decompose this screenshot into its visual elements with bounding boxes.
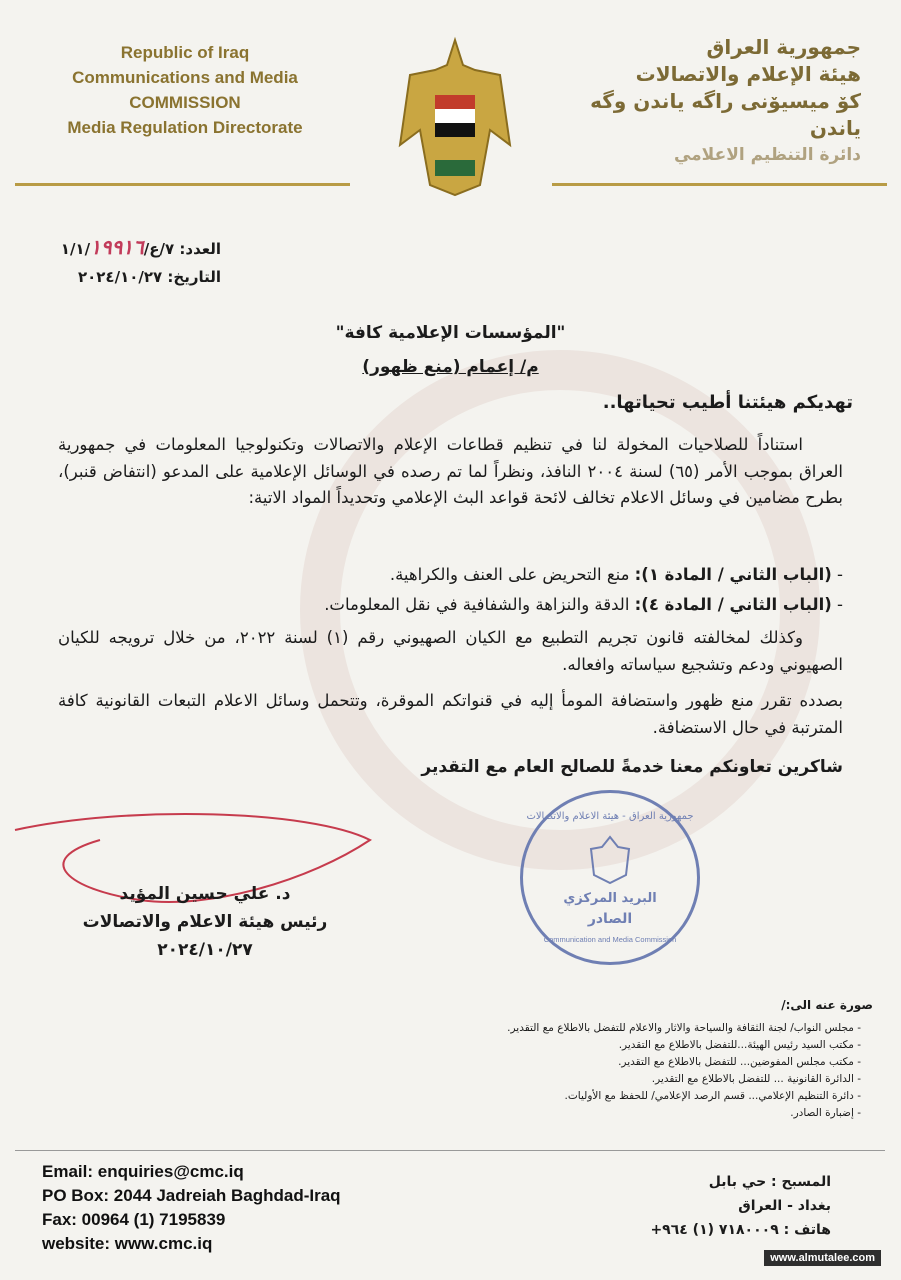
header-divider-left: [15, 183, 350, 186]
header-ar-line: كۆ ميسيۆنى راگه ياندن وگه ياندن: [590, 89, 861, 140]
article-item-ref: (الباب الثاني / المادة ٤):: [634, 595, 832, 614]
header-arabic: [561, 34, 861, 169]
stamp-english-text: Communication and Media Commission: [543, 935, 677, 944]
signatory-title: رئيس هيئة الاعلام والاتصالات: [82, 912, 328, 932]
paragraph-normalization-law: وكذلك لمخالفته قانون تجريم التطبيع مع الكيان الصهيوني رقم (١) لسنة ٢٠٢٢، من خلال ترويجه للكيان الصهيوني ودعم وتشجيع سياساته وافعاله.: [58, 628, 843, 674]
iraq-eagle-emblem-icon: [395, 35, 515, 200]
greeting: تهديكم هيئتنا أطيب تحياتها..: [602, 392, 853, 413]
article-item: - (الباب الثاني / المادة ٤): الدقة والنزاهة والشفافية في نقل المعلومات.: [324, 595, 843, 614]
cc-item: - مكتب السيد رئيس الهيئة...للتفضل بالاطلاع مع التقدير.: [618, 1039, 861, 1051]
cc-item: - مكتب مجلس المفوضين... للتفضل بالاطلاع مع التقدير.: [618, 1056, 861, 1068]
cc-item: - دائرة التنظيم الإعلامي... قسم الرصد الإعلامي/ للحفظ مع الأوليات.: [564, 1090, 861, 1102]
header-ar-line: جمهورية العراق: [706, 35, 861, 59]
header-en-line: COMMISSION: [129, 93, 241, 112]
article-item: - (الباب الثاني / المادة ١): منع التحريض على العنف والكراهية.: [389, 565, 843, 584]
footer-phone: هاتف : ٧١٨٠٠٠٩ (١) ٩٦٤+: [650, 1222, 831, 1238]
header-en-line: Communications and Media: [72, 68, 298, 87]
header-ar-line: هيئة الإعلام والاتصالات: [635, 62, 861, 86]
site-watermark-label: www.almutalee.com: [764, 1250, 881, 1266]
reference-number-label: العدد: ٧/ع/١/١/: [60, 240, 221, 258]
cc-title: صورة عنه الى:/: [781, 998, 873, 1012]
signature-date: ٢٠٢٤/١٠/٢٧: [157, 940, 253, 960]
footer-contact-english: [42, 1160, 341, 1256]
reference-number: [1, 235, 221, 259]
article-item-text: الدقة والنزاهة والشفافية في نقل المعلومات.: [324, 595, 635, 614]
stamp-top-text: جمهورية العراق - هيئة الاعلام والاتصالات: [526, 811, 694, 822]
closing-line: شاكرين تعاونكم معنا خدمةً للصالح العام مع التقدير: [421, 757, 843, 777]
reference-date-label: التاريخ:: [162, 268, 221, 286]
cc-list: [401, 1020, 861, 1122]
central-mail-stamp: [520, 790, 700, 965]
signatory-name: د. علي حسين المؤيد: [119, 884, 291, 904]
reference-number-handwritten: ١٩٩١٦: [90, 235, 144, 259]
footer-pobox: PO Box: 2044 Jadreiah Baghdad-Iraq: [42, 1186, 341, 1205]
addressee: "المؤسسات الإعلامية كافة": [335, 323, 566, 343]
footer-contact-arabic: [650, 1170, 831, 1242]
header-en-line: Media Regulation Directorate: [67, 118, 303, 137]
article-item-ref: (الباب الثاني / المادة ١):: [634, 565, 832, 584]
footer-address-line1: المسبح : حي بابل: [708, 1174, 831, 1190]
signature-block: [70, 880, 340, 964]
footer-divider: [15, 1150, 885, 1151]
footer-address-line2: بغداد - العراق: [738, 1198, 831, 1214]
footer-website: website: www.cmc.iq: [42, 1234, 213, 1253]
paragraph-decision: بصدده تقرر منع ظهور واستضافة المومأ إليه في قنواتكم الموقرة، وتتحمل وسائل الاعلام التبعات القانونية كافة المترتبة في حال الاستضافة.: [58, 691, 843, 737]
header-en-line: Republic of Iraq: [120, 43, 250, 62]
header-ar-line: دائرة التنظيم الاعلامي: [673, 145, 861, 165]
subject: م/ إعمام (منع ظهور): [362, 357, 539, 377]
footer-email: Email: enquiries@cmc.iq: [42, 1162, 244, 1181]
reference-date: [1, 268, 221, 286]
header-divider-right: [552, 183, 887, 186]
stamp-bottom-text: الصادر: [587, 911, 633, 927]
footer-fax: Fax: 00964 (1) 7195839: [42, 1210, 226, 1229]
header-english: [20, 40, 350, 140]
article-item-text: منع التحريض على العنف والكراهية.: [389, 565, 635, 584]
paragraph-main: استناداً للصلاحيات المخولة لنا في تنظيم قطاعات الإعلام والاتصالات وتكنولوجيا المعلومات في جمهورية العراق بموجب الأمر (٦٥) لسنة ٢٠٠٤ النافذ، ونظراً لما تم رصده في الوسائل الإعلامية على المدعو (انتفاض قنبر)، بطرح مضامين في وسائل الاعلام تخالف لائحة قواعد البث الإعلامي وتحديداً المواد الاتية:: [58, 435, 844, 507]
cc-item: - إضبارة الصادر.: [790, 1107, 861, 1119]
stamp-emblem-icon: [588, 835, 633, 885]
stamp-middle-text: البريد المركزي: [563, 891, 657, 906]
cc-item: - الدائرة القانونية ... للتفضل بالاطلاع مع التقدير.: [651, 1073, 861, 1085]
reference-date-value: ٢٠٢٤/١٠/٢٧: [77, 268, 163, 286]
cc-item: - مجلس النواب/ لجنة الثقافة والسياحة والاثار والاعلام للتفضل بالاطلاع مع التقدير.: [507, 1022, 861, 1034]
